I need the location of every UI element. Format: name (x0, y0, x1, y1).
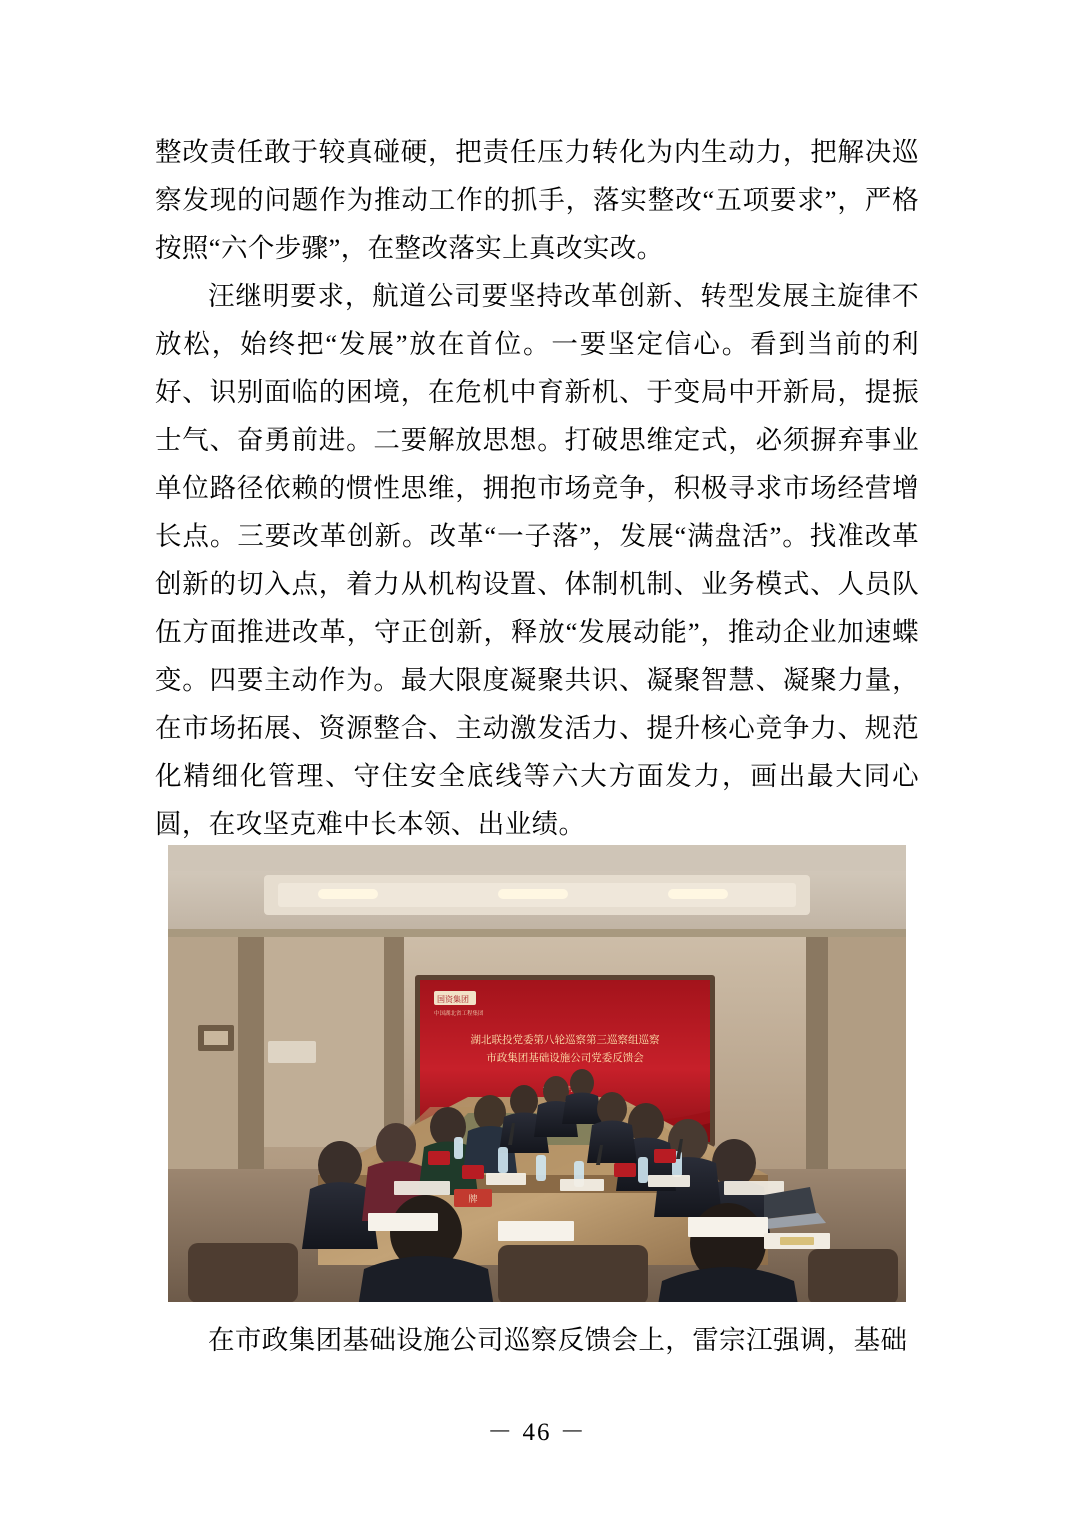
paragraph-1: 整改责任敢于较真碰硬，把责任压力转化为内生动力，把解决巡察发现的问题作为推动工作的抓手，落实整改“五项要求”，严格按照“六个步骤”，在整改落实上真改实改。 (155, 137, 919, 263)
text-body (155, 128, 919, 848)
figure-caption: 在市政集团基础设施公司巡察反馈会上，雷宗江强调，基础 (208, 1325, 908, 1355)
page-number: － 46 － (487, 1419, 587, 1446)
svg-text:市政集团基础设施公司党委反馈会: 市政集团基础设施公司党委反馈会 (486, 1052, 644, 1064)
svg-text:国资集团: 国资集团 (437, 995, 469, 1004)
svg-text:牌: 牌 (468, 1194, 478, 1204)
meeting-photo (168, 845, 906, 1302)
paragraph-2: 汪继明要求，航道公司要坚持改革创新、转型发展主旋律不放松，始终把“发展”放在首位。一要坚定信心。看到当前的利好、识别面临的困境，在危机中育新机、于变局中开新局，提振士气、奋勇前进。二要解放思想。打破思维定式，必须摒弃事业单位路径依赖的惯性思维，拥抱市场竞争，积极寻求市场经营增长点。三要改革创新。改革“一子落”，发展“满盘活”。找准改革创新的切入点，着力从机构设置、体制机制、业务模式、人员队伍方面推进改革，守正创新，释放“发展动能”，推动企业加速蝶变。四要主动作为。最大限度凝聚共识、凝聚智慧、凝聚力量，在市场拓展、资源整合、主动激发活力、提升核心竞争力、规范化精细化管理、守住安全底线等六大方面发力，画出最大同心圆，在攻坚克难中长本领、出业绩。 (155, 281, 919, 839)
svg-text:湖北联投党委第八轮巡察第三巡察组巡察: 湖北联投党委第八轮巡察第三巡察组巡察 (470, 1034, 660, 1046)
svg-text:中国湖北省工程集团: 中国湖北省工程集团 (434, 1011, 484, 1017)
